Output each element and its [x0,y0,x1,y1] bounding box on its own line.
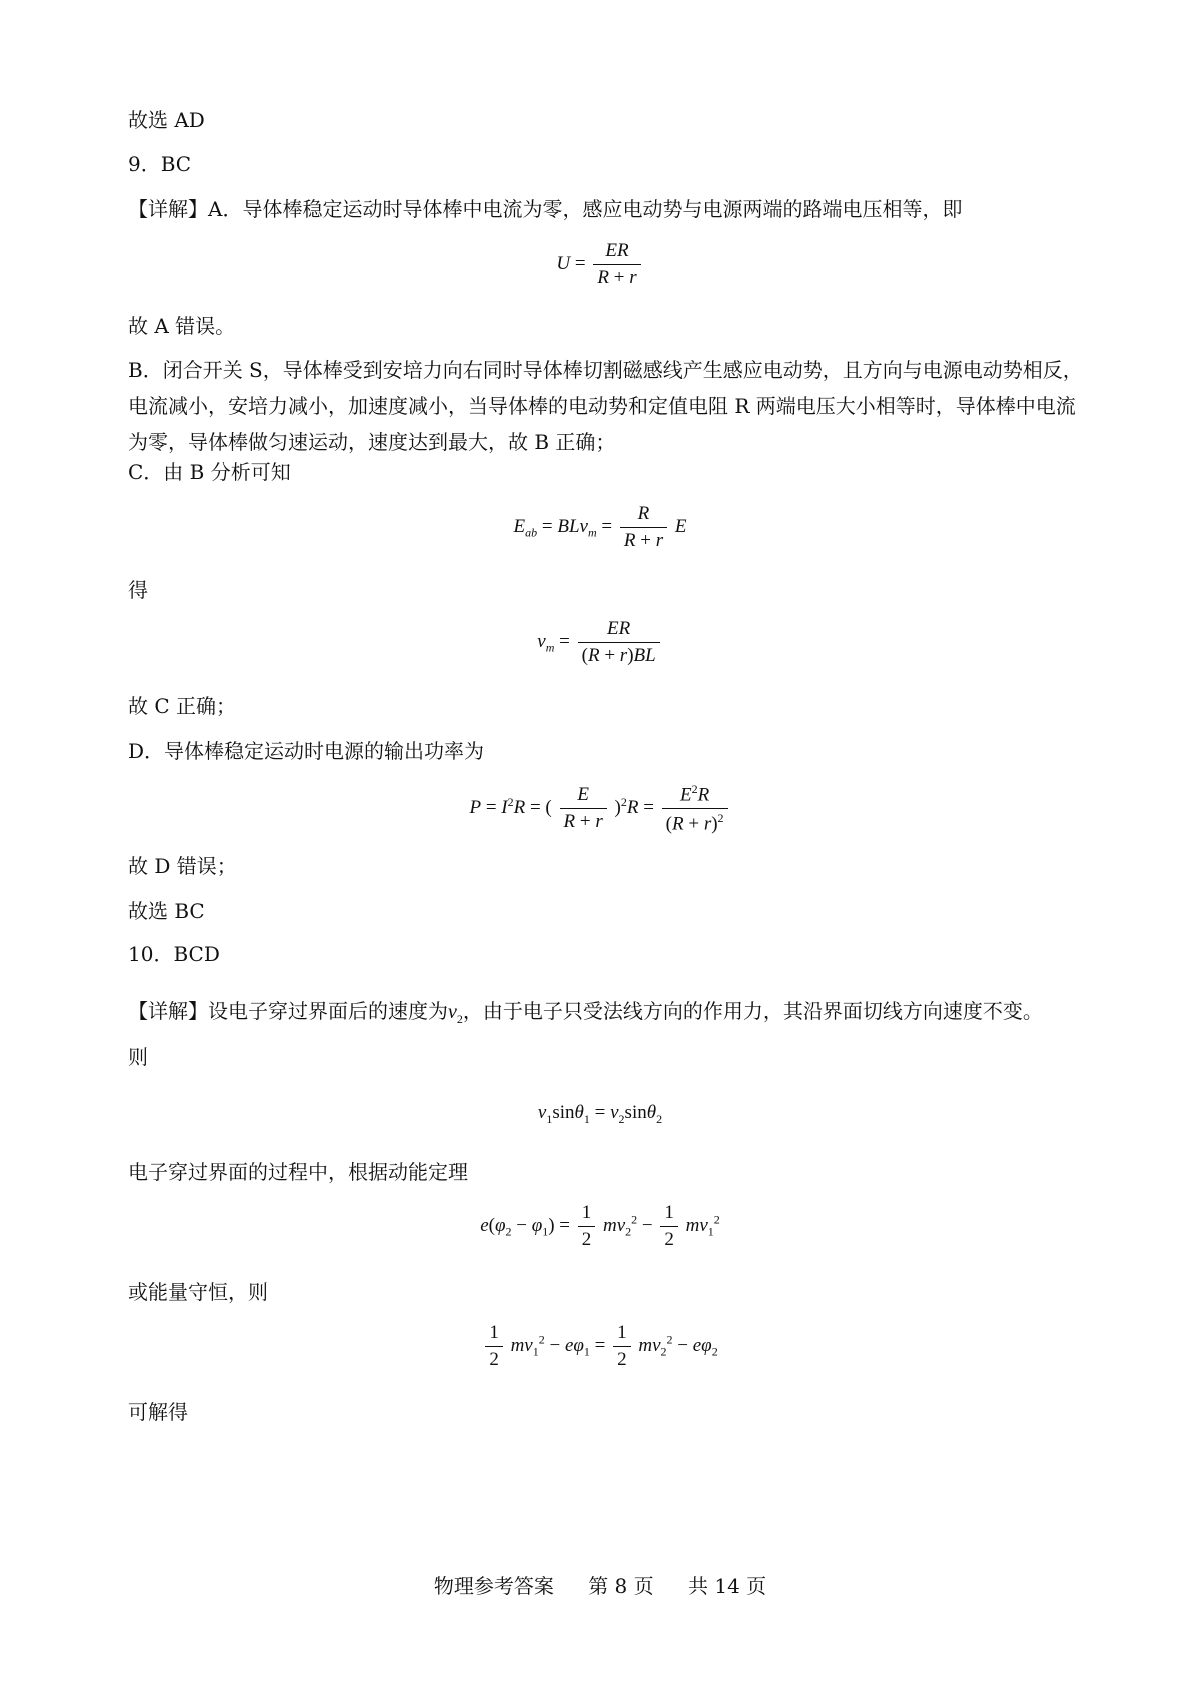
text-line: 电子穿过界面的过程中，根据动能定理 [128,1160,468,1184]
text-line: 得 [128,578,148,602]
text-line: 故选 AD [128,108,205,132]
text-fragment: ，由于电子只受法线方向的作用力，其沿界面切线方向速度不变。 [462,999,1043,1023]
footer-total-pages: 共 14 页 [688,1574,767,1598]
equation-energy-conservation: $\frac{1}{2}$ $mv_1^2 - e\varphi_1$ = $\frac{1}{2}$ $mv_2^2 - e\varphi_2$ [0,1322,1200,1371]
text-line-with-symbol [128,997,1043,1033]
text-line: 故 C 正确； [128,694,237,718]
equation-power: $P = I^2R$ = ( $\frac{E}{R + r}$ )$^2$R = $\frac{E^2R}{(R + r)^2}$ [0,782,1200,836]
text-fragment: 【详解】设电子穿过界面后的速度为 [128,999,448,1023]
symbol-v2: $v_2$ [448,1001,463,1026]
text-line: 【详解】A．导体棒稳定运动时导体棒中电流为零，感应电动势与电源两端的路端电压相等，即 [128,197,963,221]
paragraph-b: B．闭合开关 S，导体棒受到安培力向右同时导体棒切割磁感线产生感应电动势，且方向与电源电动势相反，电流减小，安培力减小，加速度减小，当导体棒的电动势和定值电阻 R 两端电压大小相等时，导体棒中电流为零，导体棒做匀速运动，速度达到最大，故 B 正确； [128,358,1083,454]
question-number: 10．BCD [128,942,220,966]
question-number: 9．BC [128,152,192,176]
page-footer [0,1572,1200,1600]
equation-u: U = $\frac{ER}{R + r}$ [0,240,1200,289]
text-line: C．由 B 分析可知 [128,460,291,484]
equation-snell: $v_1\sin\theta_1 = v_2\sin\theta_2$ [537,1102,663,1126]
equation-vm: $v_m$ = $\frac{ER}{(R + r)BL}$ [0,618,1200,667]
equation-eab: $E_{ab} = BLv_m$ = $\frac{R}{R + r}$ E [513,503,687,551]
equation-energy-theorem: $e(\varphi_2 - \varphi_1)$ = $\frac{1}{2}$ $mv_2^2$ − $\frac{1}{2}$ $mv_1^2$ [480,1202,720,1250]
text-line: 故 D 错误； [128,854,237,878]
text-line: 故 A 错误。 [128,314,236,338]
footer-page-number: 第 8 页 [588,1574,654,1598]
text-line: 则 [128,1045,148,1069]
text-line: D．导体棒稳定运动时电源的输出功率为 [128,739,485,763]
text-line: 可解得 [128,1400,188,1424]
text-line: 故选 BC [128,899,205,923]
footer-title: 物理参考答案 [433,1574,554,1598]
text-line: 或能量守恒，则 [128,1280,268,1304]
